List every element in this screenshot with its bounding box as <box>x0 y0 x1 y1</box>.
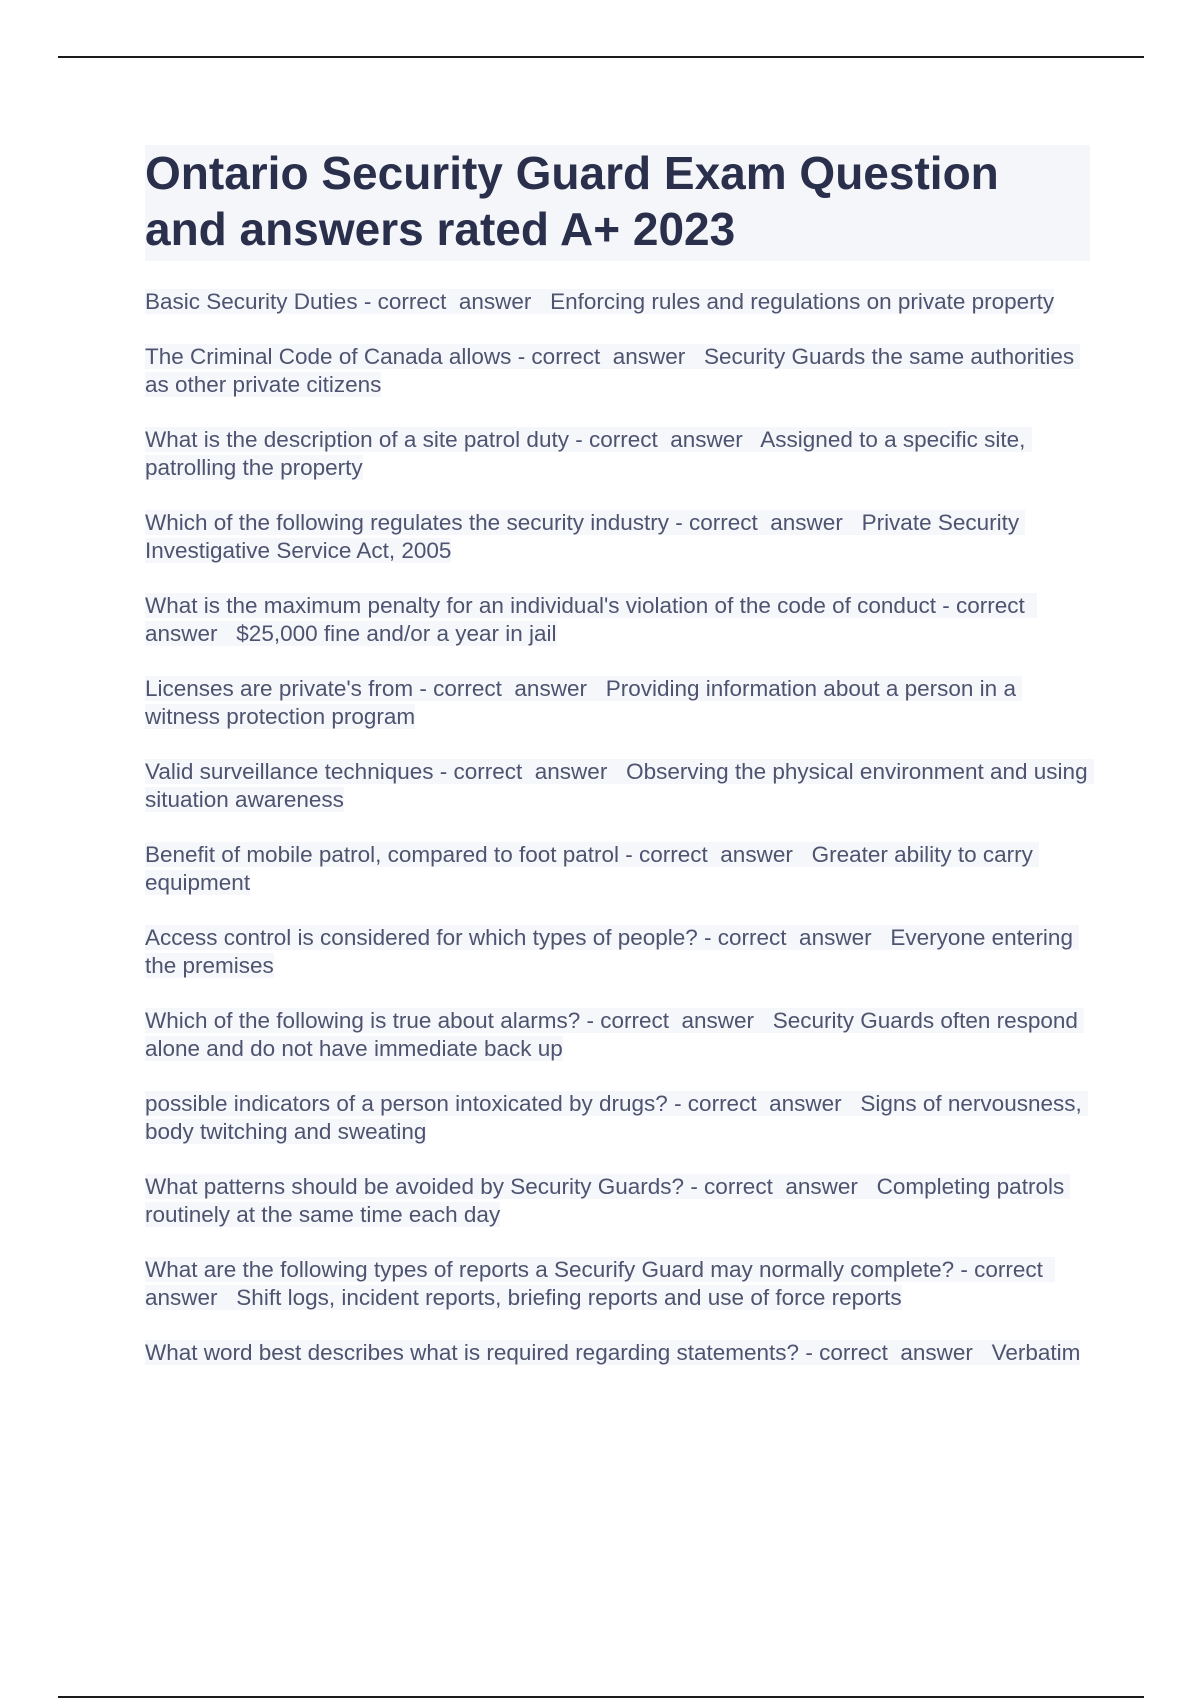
question-text: What are the following types of reports a Securify Guard may normally complete? <box>145 1257 955 1282</box>
answer-separator: - correct answer <box>799 1340 992 1365</box>
answer-separator: - correct answer <box>357 289 551 314</box>
qa-item <box>145 343 1090 399</box>
answer-text: Observing the physical environment and using situation awareness <box>145 759 1094 812</box>
qa-item <box>145 1090 1090 1146</box>
answer-text: Shift logs, incident reports, briefing reports and use of force reports <box>236 1285 902 1310</box>
answer-text: Completing patrols routinely at the same time each day <box>145 1174 1071 1227</box>
document-title: Ontario Security Guard Exam Question and answers rated A+ 2023 <box>145 147 999 255</box>
answer-separator: - correct answer <box>619 842 812 867</box>
answer-separator: - correct answer <box>667 1091 861 1116</box>
qa-item <box>145 509 1090 565</box>
answer-separator: - correct answer <box>669 510 862 535</box>
answer-separator: - correct answer <box>413 676 606 701</box>
title-block <box>145 145 1090 261</box>
answer-separator: - correct answer <box>145 1257 1056 1310</box>
qa-item <box>145 288 1090 316</box>
question-text: Licenses are private's from <box>145 676 414 701</box>
answer-separator: - correct answer <box>697 925 891 950</box>
qa-item <box>145 1256 1090 1312</box>
qa-item <box>145 426 1090 482</box>
answer-text: Signs of nervousness, body twitching and sweating <box>145 1091 1088 1144</box>
document-body <box>145 145 1094 1394</box>
qa-item <box>145 1007 1090 1063</box>
top-rule <box>58 56 1144 58</box>
question-text: What is the description of a site patrol duty <box>145 427 569 452</box>
question-text: Which of the following regulates the security industry <box>145 510 670 535</box>
answer-text: Security Guards the same authorities as other private citizens <box>145 344 1081 397</box>
answer-separator: - correct answer <box>145 593 1038 646</box>
qa-item <box>145 758 1094 814</box>
question-text: What word best describes what is required regarding statements? <box>145 1340 800 1365</box>
answer-text: Security Guards often respond alone and do not have immediate back up <box>145 1008 1085 1061</box>
question-text: possible indicators of a person intoxicated by drugs? <box>145 1091 668 1116</box>
question-text: The Criminal Code of Canada allows <box>145 344 512 369</box>
answer-text: Greater ability to carry equipment <box>145 842 1040 895</box>
answer-text: Private Security Investigative Service Act, 2005 <box>145 510 1026 563</box>
answer-text: Enforcing rules and regulations on private property <box>550 289 1055 314</box>
question-text: Access control is considered for which types of people? <box>145 925 698 950</box>
question-text: Which of the following is true about alarms? <box>145 1008 581 1033</box>
question-text: What is the maximum penalty for an individual's violation of the code of conduct <box>145 593 936 618</box>
answer-text: Assigned to a specific site, patrolling the property <box>145 427 1032 480</box>
answer-text: Providing information about a person in a witness protection program <box>145 676 1023 729</box>
question-text: What patterns should be avoided by Security Guards? <box>145 1174 685 1199</box>
question-text: Basic Security Duties <box>145 289 358 314</box>
bottom-rule <box>58 1696 1144 1698</box>
question-text: Valid surveillance techniques <box>145 759 434 784</box>
qa-item <box>145 675 1090 731</box>
qa-item <box>145 1173 1090 1229</box>
answer-separator: - correct answer <box>511 344 704 369</box>
question-text: Benefit of mobile patrol, compared to foot patrol <box>145 842 620 867</box>
answer-separator: - correct answer <box>568 427 761 452</box>
qa-list <box>145 288 1094 1367</box>
answer-text: $25,000 fine and/or a year in jail <box>236 621 557 646</box>
answer-separator: - correct answer <box>433 759 627 784</box>
answer-text: Everyone entering the premises <box>145 925 1080 978</box>
qa-item <box>145 1339 1090 1367</box>
answer-text: Verbatim <box>991 1340 1081 1365</box>
answer-separator: - correct answer <box>580 1008 773 1033</box>
qa-item <box>145 592 1090 648</box>
answer-separator: - correct answer <box>684 1174 877 1199</box>
qa-item <box>145 841 1090 897</box>
qa-item <box>145 924 1090 980</box>
